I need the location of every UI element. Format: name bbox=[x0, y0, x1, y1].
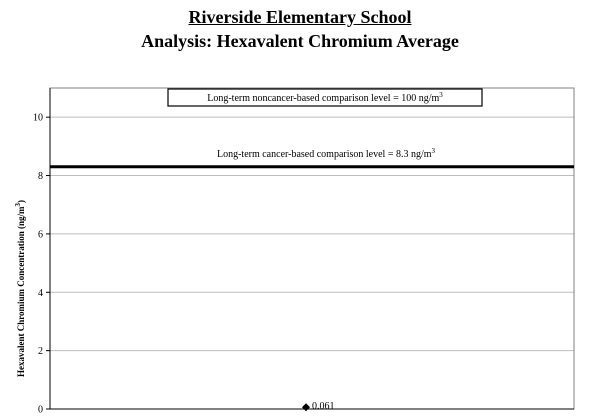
data-point-label-0: 0.061 bbox=[312, 401, 335, 413]
cancer-label-sup: 3 bbox=[431, 146, 436, 155]
y-tick-label-2: 2 bbox=[38, 346, 43, 358]
cancer-comparison-label bbox=[217, 147, 436, 160]
y-tick-label-0: 0 bbox=[38, 404, 43, 416]
chart-subtitle: Analysis: Hexavalent Chromium Average bbox=[141, 31, 459, 51]
data-points bbox=[302, 401, 335, 412]
noncancer-label-main: Long-term noncancer-based comparison level = 100 ng/m bbox=[207, 93, 440, 104]
y-tick-label-8: 8 bbox=[38, 171, 43, 183]
noncancer-label-sup: 3 bbox=[439, 91, 443, 99]
plot-area-frame bbox=[50, 88, 574, 409]
y-axis-title-sup: 3 bbox=[14, 202, 22, 207]
y-axis-title bbox=[14, 200, 26, 377]
y-axis-title-end: ) bbox=[16, 199, 26, 203]
data-point-marker-0 bbox=[302, 403, 310, 411]
y-axis-title-main: Hexavalent Chromium Concentration (ng/m bbox=[16, 206, 26, 378]
y-tick-label-10: 10 bbox=[33, 112, 43, 124]
noncancer-comparison-label bbox=[207, 91, 443, 104]
y-axis-ticks bbox=[33, 113, 50, 416]
cancer-label-main: Long-term cancer-based comparison level = 8.3 ng/m bbox=[216, 148, 432, 160]
y-tick-label-4: 4 bbox=[38, 287, 43, 299]
chart-title: Riverside Elementary School bbox=[188, 7, 412, 27]
y-tick-label-6: 6 bbox=[38, 229, 43, 241]
